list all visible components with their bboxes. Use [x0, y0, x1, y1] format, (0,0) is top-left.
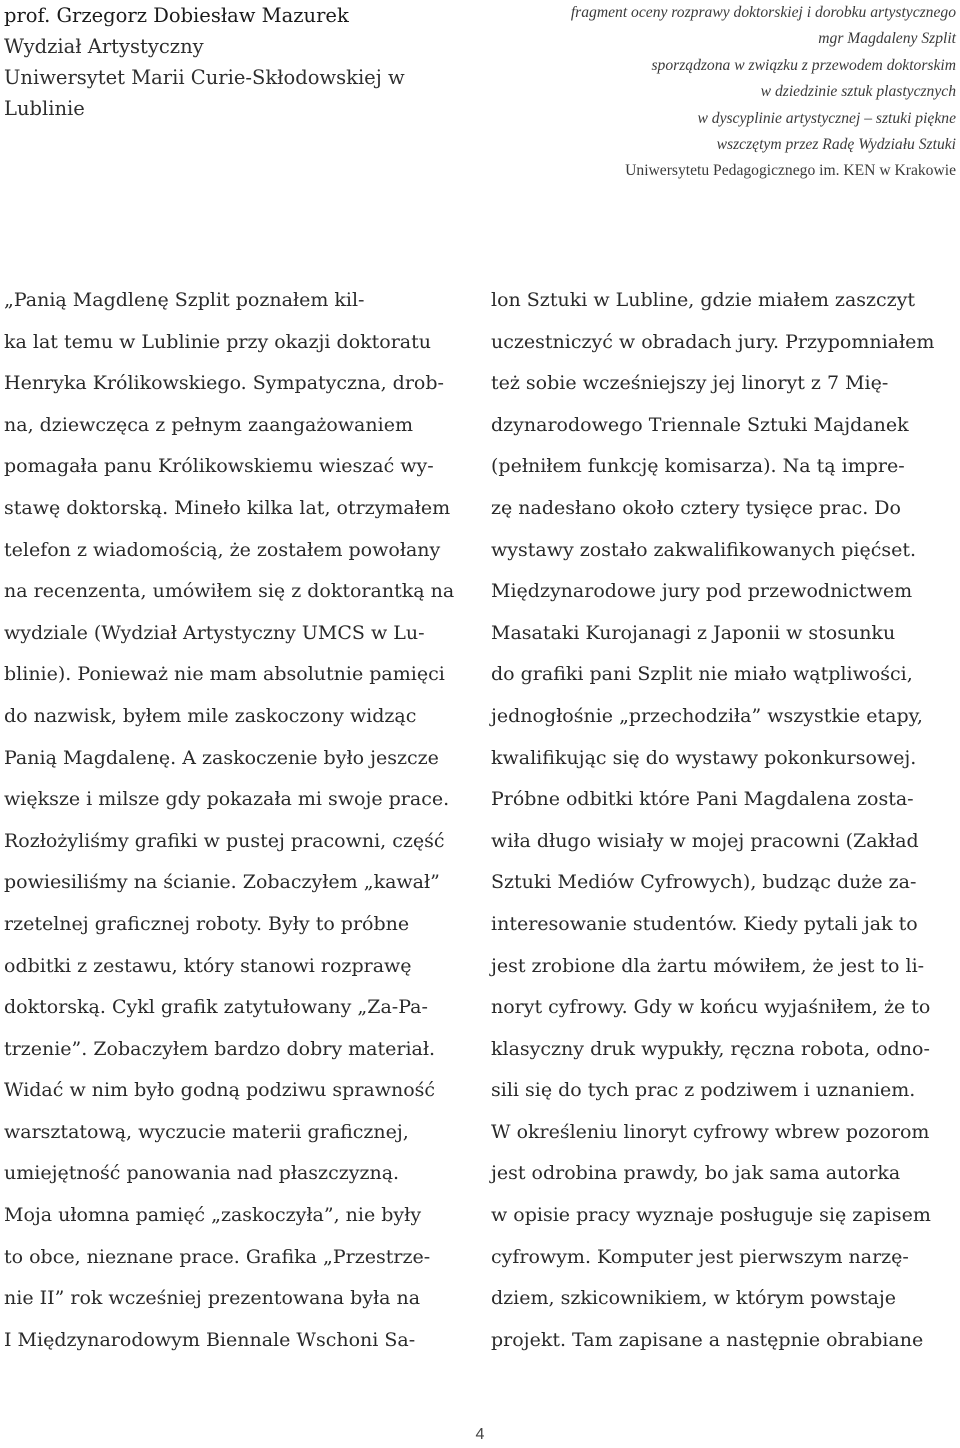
text-line: I Międzynarodowym Biennale Wschoni Sa- — [4, 1328, 416, 1351]
text-line: odbitki z zestawu, który stanowi rozprawę — [4, 954, 412, 977]
meta-line: mgr Magdaleny Szplit — [818, 30, 956, 48]
text-line: Moja ułomna pamięć „zaskoczyła”, nie były — [4, 1204, 422, 1227]
text-line: dzynarodowego Triennale Sztuki Majdanek — [491, 413, 909, 436]
text-line: Henryka Królikowskiego. Sympatyczna, drob- — [4, 372, 444, 395]
text-line: większe i milsze gdy pokazała mi swoje prace. — [4, 788, 450, 811]
body-right-column — [491, 280, 956, 1361]
text-line: pomagała panu Królikowskiemu wieszać wy- — [4, 455, 434, 478]
text-line: (pełniłem funkcję komisarza). Na tą impre- — [491, 455, 905, 478]
text-line: Próbne odbitki które Pani Magdalena zosta- — [491, 788, 914, 811]
meta-line: Uniwersytetu Pedagogicznego im. KEN w Krakowie — [625, 162, 956, 180]
author-faculty: Wydział Artystyczny — [4, 35, 204, 58]
text-line: Masataki Kurojanagi z Japonii w stosunku — [491, 621, 896, 644]
text-line: cyfrowym. Komputer jest pierwszym narzę- — [491, 1245, 909, 1268]
author-name: prof. Grzegorz Dobiesław Mazurek — [4, 4, 349, 27]
text-line: Sztuki Mediów Cyfrowych), budząc duże za- — [491, 871, 917, 894]
text-line: Międzynarodowe jury pod przewodnictwem — [491, 580, 913, 603]
text-line: trzenie”. Zobaczyłem bardzo dobry materiał. — [4, 1037, 436, 1060]
page-number: 4 — [475, 1426, 485, 1443]
text-line: Widać w nim było godną podziwu sprawność — [4, 1079, 436, 1102]
text-line: do nazwisk, byłem mile zaskoczony widząc — [4, 704, 417, 727]
text-line: nie II” rok wcześniej prezentowana była na — [4, 1287, 421, 1310]
text-line: Rozłożyliśmy grafiki w pustej pracowni, część — [4, 829, 445, 852]
text-line: na, dziewczęca z pełnym zaangażowaniem — [4, 413, 413, 436]
meta-line: w dziedzinie sztuk plastycznych — [760, 83, 956, 101]
text-line: na recenzenta, umówiłem się z doktorantką na — [4, 580, 455, 603]
text-line: stawę doktorską. Mineło kilka lat, otrzymałem — [4, 496, 451, 519]
text-line: to obce, nieznane prace. Grafika „Przestrze- — [4, 1245, 431, 1268]
meta-line: w dyscyplinie artystycznej – sztuki piękne — [697, 109, 956, 127]
text-line: sili się do tych prac z podziwem i uznaniem. — [491, 1079, 916, 1102]
text-line: jednogłośnie „przechodziła” wszystkie etapy, — [491, 704, 923, 727]
meta-line: wszczętym przez Radę Wydziału Sztuki — [716, 136, 956, 154]
text-line: uczestniczyć w obradach jury. Przypomniałem — [491, 330, 935, 353]
text-line: dziem, szkicownikiem, w którym powstaje — [491, 1287, 897, 1310]
text-line: do grafiki pani Szplit nie miało wątpliwości, — [491, 663, 913, 686]
text-line: wystawy zostało zakwalifikowanych pięćset. — [491, 538, 917, 561]
text-line: umiejętność panowania nad płaszczyzną. — [4, 1162, 400, 1185]
text-line: lon Sztuki w Lubline, gdzie miałem zaszczyt — [491, 289, 916, 311]
text-line: Panią Magdalenę. A zaskoczenie było jeszcze — [4, 746, 439, 769]
text-line: kwalifikując się do wystawy pokonkursowej. — [491, 746, 917, 769]
text-line: powiesiliśmy na ścianie. Zobaczyłem „kawał” — [4, 871, 440, 894]
text-line: interesowanie studentów. Kiedy pytali jak to — [491, 912, 918, 935]
text-line: W określeniu linoryt cyfrowy wbrew pozorom — [491, 1120, 930, 1143]
body-left-column — [4, 280, 474, 1361]
text-line: ka lat temu w Lublinie przy okazji doktoratu — [4, 330, 431, 353]
text-line: wydziale (Wydział Artystyczny UMCS w Lu- — [4, 621, 425, 644]
text-line: warsztatową, wyczucie materii graficznej, — [4, 1120, 409, 1143]
document-meta — [396, 0, 956, 185]
text-line: w opisie pracy wyznaje posługuje się zapisem — [491, 1204, 931, 1227]
text-line: telefon z wiadomością, że zostałem powołany — [4, 538, 441, 561]
meta-line: sporządzona w związku z przewodem doktorskim — [651, 56, 956, 74]
author-university: Uniwersytet Marii Curie-Skłodowskiej w Lublinie — [4, 66, 405, 120]
text-line: blinie). Ponieważ nie mam absolutnie pamięci — [4, 663, 445, 686]
text-line: klasyczny druk wypukły, ręczna robota, odno- — [491, 1037, 930, 1060]
text-line: jest zrobione dla żartu mówiłem, że jest to li- — [491, 954, 925, 977]
text-line: doktorską. Cykl grafik zatytułowany „Za-Pa- — [4, 996, 428, 1019]
text-line: projekt. Tam zapisane a następnie obrabiane — [491, 1328, 924, 1351]
text-line: zę nadesłano około cztery tysięce prac. Do — [491, 496, 901, 519]
text-line: rzetelnej graficznej roboty. Były to próbne — [4, 912, 410, 935]
text-line: „Panią Magdlenę Szplit poznałem kil- — [4, 289, 365, 311]
text-line: wiła długo wisiały w mojej pracowni (Zakład — [491, 829, 919, 852]
text-line: noryt cyfrowy. Gdy w końcu wyjaśniłem, że to — [491, 996, 931, 1019]
text-line: też sobie wcześniejszy jej linoryt z 7 Mię- — [491, 372, 889, 395]
meta-line: fragment oceny rozprawy doktorskiej i dorobku artystycznego — [570, 4, 956, 21]
text-line: jest odrobina prawdy, bo jak sama autorka — [491, 1162, 901, 1185]
